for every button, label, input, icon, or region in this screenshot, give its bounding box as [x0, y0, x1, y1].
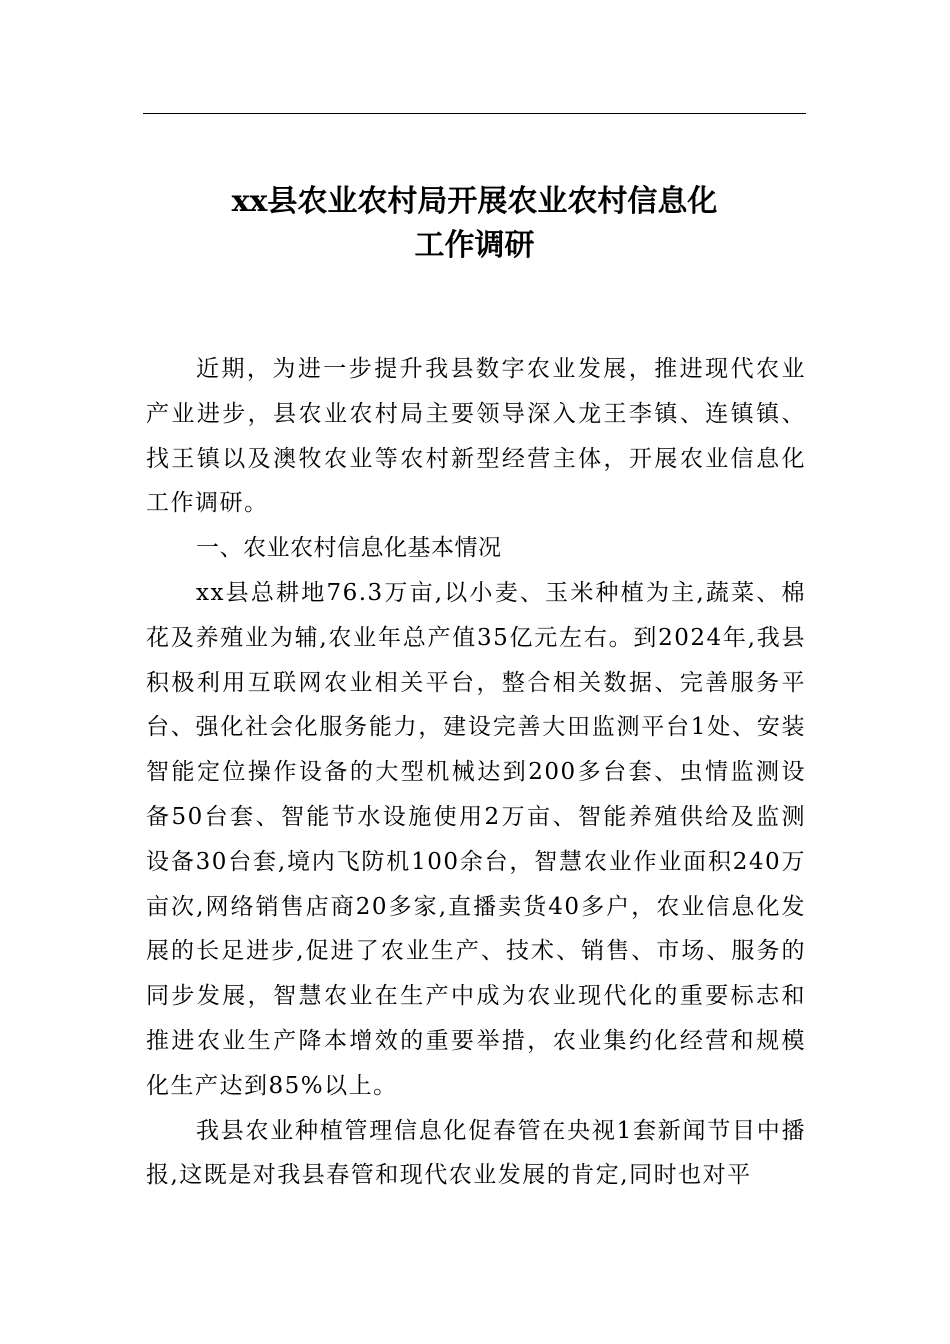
intro-paragraph: 近期，为进一步提升我县数字农业发展，推进现代农业产业进步，县农业农村局主要领导深入龙王李镇、连镇镇、找王镇以及澳牧农业等农村新型经营主体，开展农业信息化工作调研。	[146, 356, 806, 517]
body-paragraph: xx县总耕地76.3万亩,以小麦、玉米种植为主,蔬菜、棉花及养殖业为辅,农业年总产值35亿元左右。到2024年,我县积极利用互联网农业相关平台，整合相关数据、完善服务平台、强化社会化服务能力，建设完善大田监测平台1处、安装智能定位操作设备的大型机械达到200多台套、虫情监测设备50台套、智能节水设施使用2万亩、智能养殖供给及监测设备30台套,境内飞防机100余台，智慧农业作业面积240万亩次,网络销售店商20多家,直播卖货40多户，农业信息化发展的长足进步,促进了农业生产、技术、销售、市场、服务的同步发展，智慧农业在生产中成为农业现代化的重要标志和推进农业生产降本增效的重要举措，农业集约化经营和规模化生产达到85%以上。	[146, 579, 806, 1099]
title-line-1: xx县农业农村局开展农业农村信息化	[231, 184, 718, 220]
title-line-2: 工作调研	[414, 228, 535, 264]
section-heading: 一、农业农村信息化基本情况	[196, 535, 502, 562]
body-paragraph: 我县农业种植管理信息化促春管在央视1套新闻节目中播报,这既是对我县春管和现代农业发展的肯定,同时也对平	[146, 1117, 806, 1189]
header-rule	[143, 113, 806, 114]
document-title	[143, 180, 806, 268]
document-body	[146, 347, 806, 1198]
